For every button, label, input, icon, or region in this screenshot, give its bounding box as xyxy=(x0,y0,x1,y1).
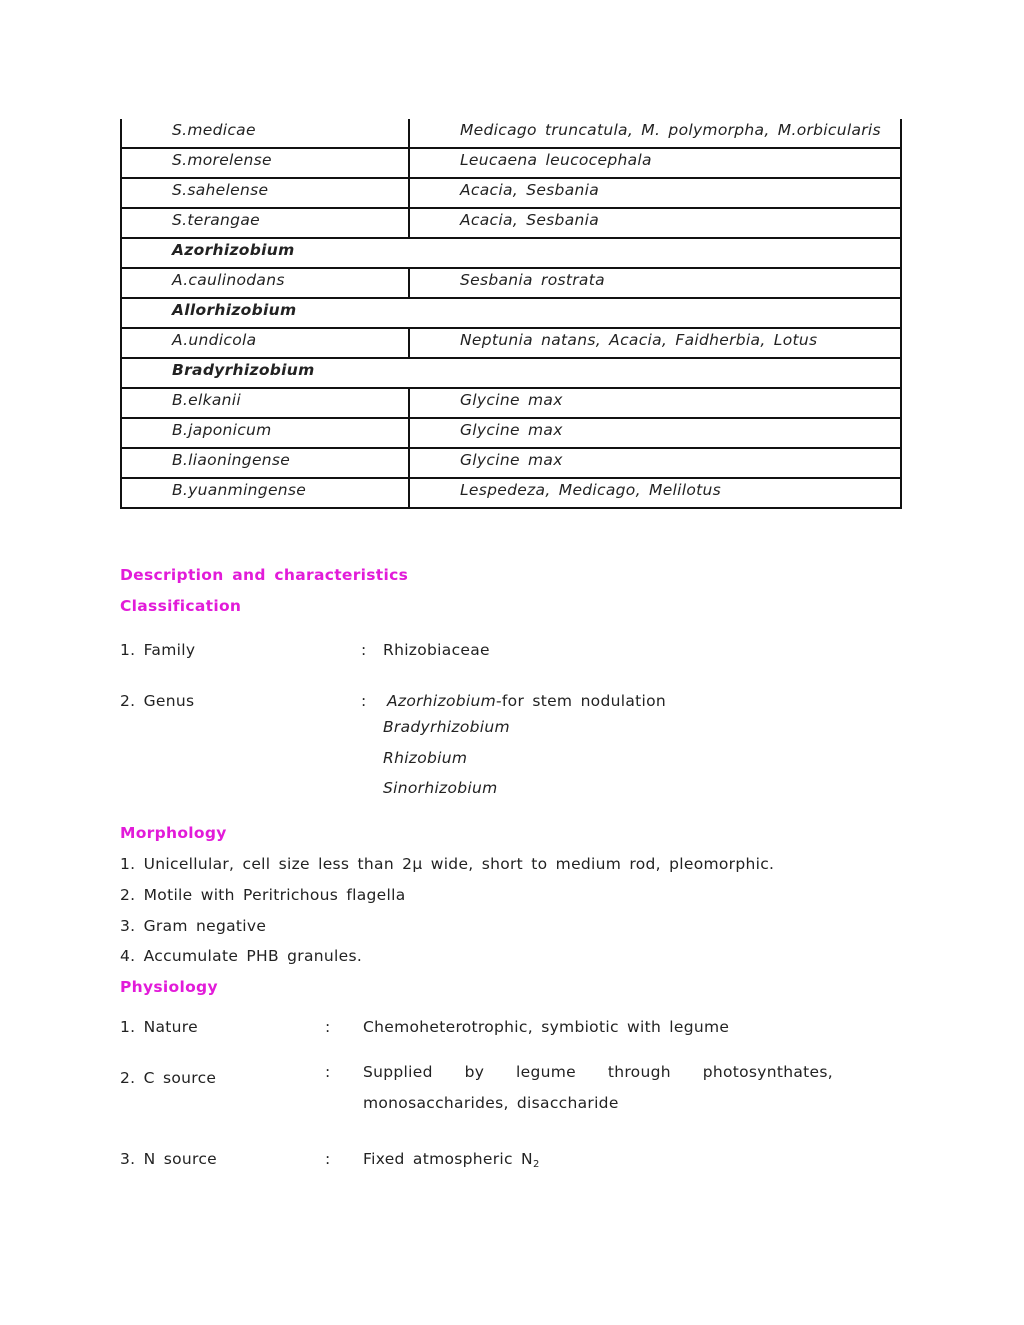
host-plants-cell: Leucaena leucocephala xyxy=(409,148,901,178)
family-value: Rhizobiaceae xyxy=(383,641,490,659)
c-source-word: photosynthates, xyxy=(702,1063,833,1081)
species-row xyxy=(121,328,901,358)
species-row xyxy=(121,178,901,208)
genus-row xyxy=(121,298,901,328)
species-row xyxy=(121,208,901,238)
c-source-word: through xyxy=(607,1063,671,1081)
species-row xyxy=(121,119,901,148)
genus-colon: : xyxy=(361,692,367,710)
species-cell: S.morelense xyxy=(121,148,409,178)
host-plants-cell: Acacia, Sesbania xyxy=(409,178,901,208)
genus-name-cell: Azorhizobium xyxy=(121,238,901,268)
species-cell: A.caulinodans xyxy=(121,268,409,298)
c-source-word: legume xyxy=(516,1063,576,1081)
host-plants-cell: Glycine max xyxy=(409,448,901,478)
species-row xyxy=(121,268,901,298)
host-plants-cell: Neptunia natans, Acacia, Faidherbia, Lotus xyxy=(409,328,901,358)
species-cell: B.elkanii xyxy=(121,388,409,418)
genus-item: Bradyrhizobium xyxy=(383,718,510,736)
nature-label: 1. Nature xyxy=(120,1018,198,1036)
c-source-colon: : xyxy=(325,1063,331,1081)
n-source-value xyxy=(363,1150,540,1170)
species-cell: A.undicola xyxy=(121,328,409,358)
classification-heading: Classification xyxy=(120,597,242,615)
genus-name-cell: Allorhizobium xyxy=(121,298,901,328)
species-cell: B.liaoningense xyxy=(121,448,409,478)
host-plants-cell: Glycine max xyxy=(409,418,901,448)
genus-row xyxy=(121,358,901,388)
morphology-heading: Morphology xyxy=(120,824,227,842)
species-row xyxy=(121,418,901,448)
species-cell: S.sahelense xyxy=(121,178,409,208)
n-source-subscript: 2 xyxy=(532,1159,540,1170)
c-source-word: Supplied xyxy=(363,1063,433,1081)
species-cell: S.medicae xyxy=(121,119,409,148)
description-heading: Description and characteristics xyxy=(120,566,409,584)
c-source-value-line1 xyxy=(363,1063,833,1081)
host-plants-cell: Acacia, Sesbania xyxy=(409,208,901,238)
host-plants-cell: Glycine max xyxy=(409,388,901,418)
host-plants-cell: Medicago truncatula, M. polymorpha, M.orbicularis xyxy=(409,119,901,148)
morphology-item: 3. Gram negative xyxy=(120,917,267,935)
family-colon: : xyxy=(361,641,367,659)
morphology-item: 4. Accumulate PHB granules. xyxy=(120,947,363,965)
species-cell: B.japonicum xyxy=(121,418,409,448)
genus-first-name: Azorhizobium xyxy=(387,692,497,710)
genus-label: 2. Genus xyxy=(120,692,195,710)
c-source-value-line2: monosaccharides, disaccharide xyxy=(363,1094,619,1112)
species-cell: S.terangae xyxy=(121,208,409,238)
n-source-label: 3. N source xyxy=(120,1150,218,1168)
genus-first-note: -for stem nodulation xyxy=(496,692,667,710)
genus-first xyxy=(387,692,666,710)
family-label: 1. Family xyxy=(120,641,196,659)
species-row xyxy=(121,148,901,178)
n-source-colon: : xyxy=(325,1150,331,1168)
genus-name-cell: Bradyrhizobium xyxy=(121,358,901,388)
c-source-label: 2. C source xyxy=(120,1069,217,1087)
species-row xyxy=(121,478,901,508)
physiology-heading: Physiology xyxy=(120,978,218,996)
species-row xyxy=(121,388,901,418)
host-plants-cell: Lespedeza, Medicago, Melilotus xyxy=(409,478,901,508)
genus-item: Rhizobium xyxy=(383,749,468,767)
host-plants-cell: Sesbania rostrata xyxy=(409,268,901,298)
nature-colon: : xyxy=(325,1018,331,1036)
n-source-text: Fixed atmospheric N xyxy=(363,1150,533,1168)
rhizobia-host-table xyxy=(120,119,902,509)
morphology-item: 2. Motile with Peritrichous flagella xyxy=(120,886,406,904)
nature-value: Chemoheterotrophic, symbiotic with legume xyxy=(363,1018,730,1036)
morphology-item: 1. Unicellular, cell size less than 2μ wide, short to medium rod, pleomorphic. xyxy=(120,855,775,873)
species-cell: B.yuanmingense xyxy=(121,478,409,508)
genus-row xyxy=(121,238,901,268)
c-source-word: by xyxy=(464,1063,485,1081)
genus-item: Sinorhizobium xyxy=(383,779,498,797)
species-row xyxy=(121,448,901,478)
